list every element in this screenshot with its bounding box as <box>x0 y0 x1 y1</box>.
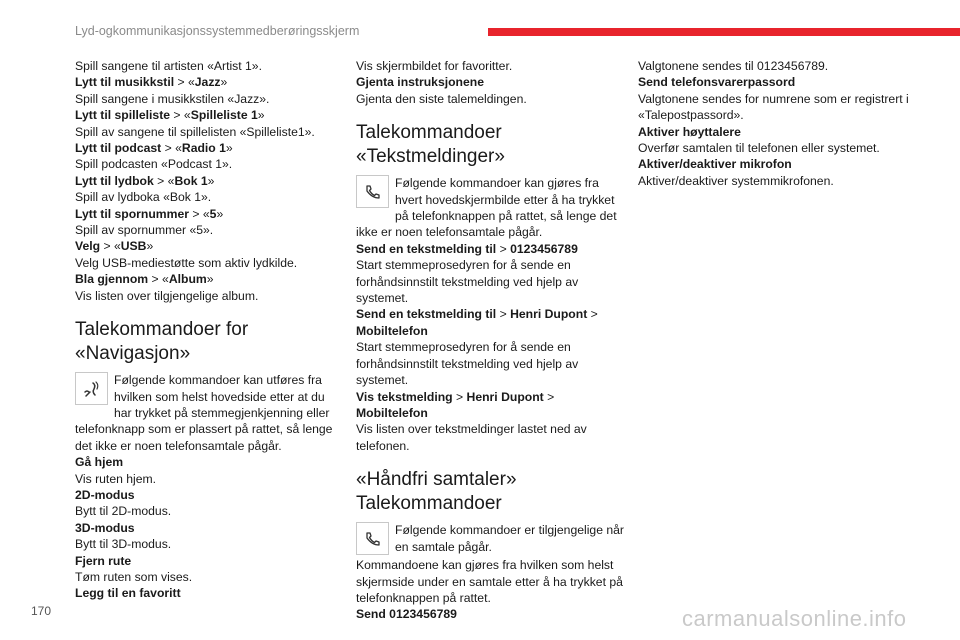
handsfree-intro-text: Følgende kommandoer er tilgjengelige når en samtale pågår. <box>395 523 624 554</box>
command-line: Lytt til lydbok > «Bok 1» <box>75 173 215 188</box>
text-line: Start stemmeprosedyren for å sende en forhåndsinnstilt tekstmelding ved hjelp av systemet. <box>356 340 579 388</box>
text-line: Gjenta den siste talemeldingen. <box>356 91 527 106</box>
text-line: Spill sangene i musikkstilen «Jazz». <box>75 91 270 106</box>
text-line: Spill sangene til artisten «Artist 1». <box>75 59 262 73</box>
text-line: Spill av lydboka «Bok 1». <box>75 190 212 205</box>
text-line: Overfør samtalen til telefonen eller systemet. <box>638 141 880 156</box>
handsfree-intro <box>356 522 624 556</box>
command-label: 2D-modus <box>75 487 135 502</box>
command-line: Bla gjennom > «Album» <box>75 272 214 287</box>
command-desc: Tøm ruten som vises. <box>75 569 193 584</box>
text-line: Kommandoene kan gjøres fra hvilken som helst skjermside under en samtale etter å ha trykket på telefonknappen på rattet. <box>356 558 623 605</box>
text-line: Vis listen over tilgjengelige album. <box>75 288 259 303</box>
text-line: Spill av sangene til spillelisten «Spilleliste1». <box>75 124 315 139</box>
command-line: Lytt til podcast > «Radio 1» <box>75 141 233 156</box>
command-line: Send en tekstmelding til > 0123456789 <box>356 241 578 256</box>
command-desc: Bytt til 2D-modus. <box>75 504 172 519</box>
text-line: Vis listen over tekstmeldinger lastet ned av telefonen. <box>356 422 587 453</box>
command-line: Velg > «USB» <box>75 239 154 254</box>
text-line: Aktiver/deaktiver systemmikrofonen. <box>638 173 834 188</box>
voice-command-icon <box>75 372 108 405</box>
command-label: Aktiver/deaktiver mikrofon <box>638 157 792 172</box>
text-line: Valgtonene sendes til 0123456789. <box>638 59 829 73</box>
watermark: carmanualsonline.info <box>682 606 907 631</box>
text-line: Spill av spornummer «5». <box>75 223 214 238</box>
command-label: Gå hjem <box>75 455 124 470</box>
command-label: Fjern rute <box>75 553 132 568</box>
navigation-intro <box>75 372 343 454</box>
section-heading-handsfree: «Håndfri samtaler» Talekommandoer <box>356 469 517 515</box>
column-1 <box>75 58 343 602</box>
command-label: 3D-modus <box>75 520 135 535</box>
text-line: Spill podcasten «Podcast 1». <box>75 157 233 172</box>
sms-intro-text: Følgende kommandoer kan gjøres fra hvert hovedskjermbilde etter å ha trykket på telefonknappen på rattet, så lenge det ikke er noen telefonsamtale pågår. <box>356 176 617 240</box>
command-desc: Bytt til 3D-modus. <box>75 537 172 552</box>
page-number: 170 <box>31 604 52 618</box>
command-label: Legg til en favoritt <box>75 586 181 601</box>
command-label: Aktiver høyttalere <box>638 124 741 139</box>
command-line: Lytt til musikkstil > «Jazz» <box>75 75 228 90</box>
column-2 <box>356 58 624 623</box>
phone-icon <box>356 175 389 208</box>
navigation-intro-text: Følgende kommandoer kan utføres fra hvilken som helst hovedside etter at du har trykket på stemmegjenkjenning eller telefonknapp som er plassert på rattet, så lenge det ikke er noen telefonsamtale pågår. <box>75 373 333 453</box>
header-accent-bar <box>488 28 960 36</box>
column-3 <box>638 58 928 189</box>
sms-intro <box>356 175 624 241</box>
text-line: Valgtonene sendes for numrene som er registrert i «Talepostpassord». <box>638 91 909 123</box>
command-desc: Vis ruten hjem. <box>75 471 157 486</box>
phone-icon <box>356 522 389 555</box>
section-heading-text-messages: Talekommandoer «Tekstmeldinger» <box>356 122 505 168</box>
text-line: Start stemmeprosedyren for å sende en forhåndsinnstilt tekstmelding ved hjelp av systemet. <box>356 258 579 306</box>
command-label: Send 0123456789 <box>356 607 457 622</box>
command-label: Send telefonsvarerpassord <box>638 75 796 90</box>
command-line: Lytt til spornummer > «5» <box>75 206 224 221</box>
command-line: Vis tekstmelding > Henri Dupont > Mobiltelefon <box>356 389 555 420</box>
text-line: Velg USB-mediestøtte som aktiv lydkilde. <box>75 255 298 270</box>
section-heading-navigation: Talekommandoer for «Navigasjon» <box>75 319 249 365</box>
text-line: Vis skjermbildet for favoritter. <box>356 59 513 73</box>
command-line: Send en tekstmelding til > Henri Dupont > Mobiltelefon <box>356 307 598 338</box>
command-label: Gjenta instruksjonene <box>356 75 484 90</box>
command-line: Lytt til spilleliste > «Spilleliste 1» <box>75 108 265 123</box>
running-header: Lyd-ogkommunikasjonssystemmedberøringsskjerm <box>75 24 360 38</box>
